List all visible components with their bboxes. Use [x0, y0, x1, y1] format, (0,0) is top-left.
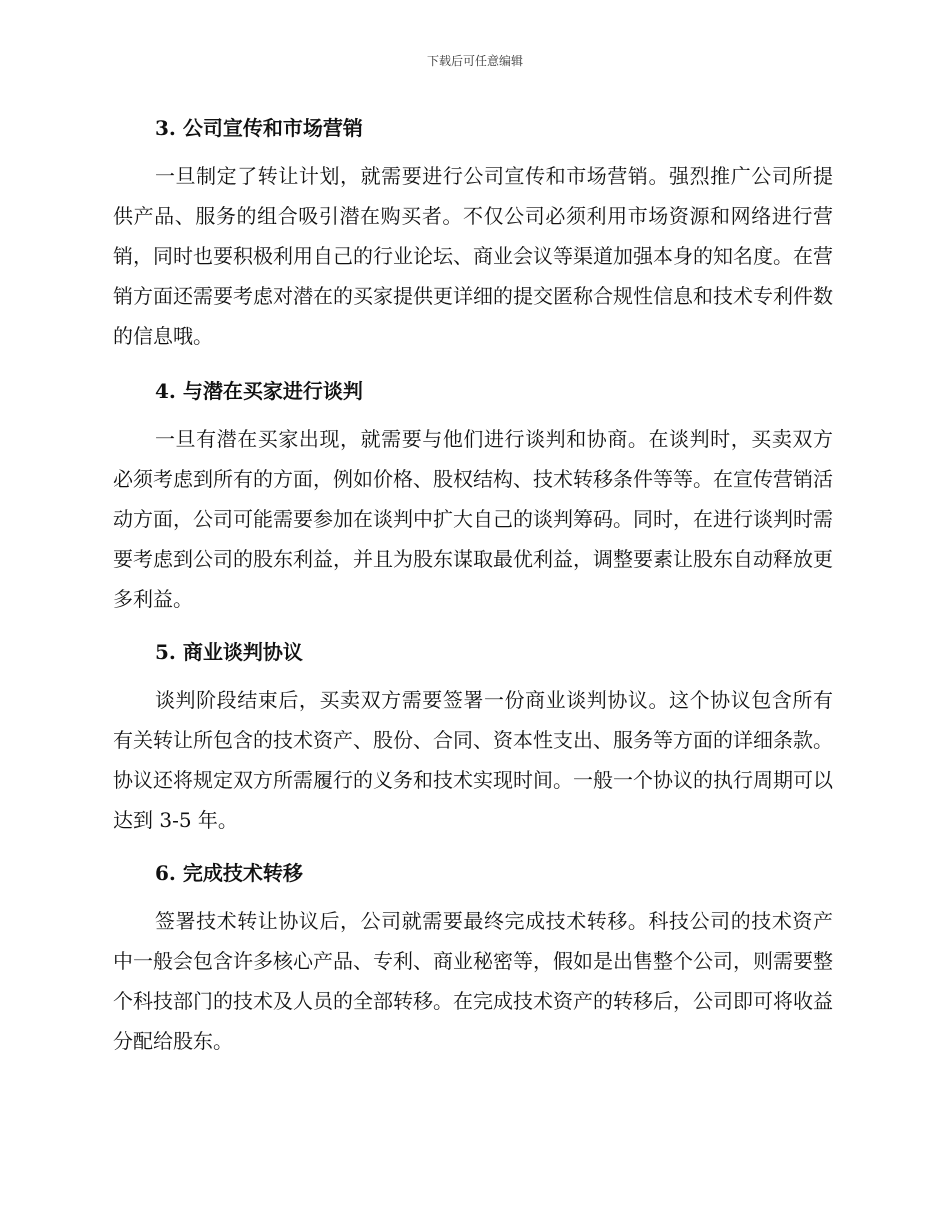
section-heading-4: 4. 与潜在买家进行谈判: [155, 379, 363, 403]
section-heading-3: 3. 公司宣传和市场营销: [155, 116, 363, 140]
section-heading-6: 6. 完成技术转移: [155, 861, 303, 885]
section-heading-5: 5. 商业谈判协议: [155, 640, 303, 664]
section-paragraph-4: 一旦有潜在买家出现，就需要与他们进行谈判和协商。在谈判时，买卖双方必须考虑到所有的方面，例如价格、股权结构、技术转移条件等等。在宣传营销活动方面，公司可能需要参加在谈判中扩大自己的谈判筹码。同时，在进行谈判时需要考虑到公司的股东利益，并且为股东谋取最优利益，调整要素让股东自动释放更多利益。: [113, 427, 833, 611]
section-paragraph-6: 签署技术转让协议后，公司就需要最终完成技术转移。科技公司的技术资产中一般会包含许多核心产品、专利、商业秘密等，假如是出售整个公司，则需要整个科技部门的技术及人员的全部转移。在完成技术资产的转移后，公司即可将收益分配给股东。: [113, 909, 833, 1053]
section-paragraph-5: 谈判阶段结束后，买卖双方需要签署一份商业谈判协议。这个协议包含所有有关转让所包含的技术资产、股份、合同、资本性支出、服务等方面的详细条款。协议还将规定双方所需履行的义务和技术实现时间。一般一个协议的执行周期可以达到 3-5 年。: [113, 688, 833, 832]
section-paragraph-3: 一旦制定了转让计划，就需要进行公司宣传和市场营销。强烈推广公司所提供产品、服务的组合吸引潜在购买者。不仅公司必须利用市场资源和网络进行营销，同时也要积极利用自己的行业论坛、商业会议等渠道加强本身的知名度。在营销方面还需要考虑对潜在的买家提供更详细的提交匿称合规性信息和技术专利件数的信息哦。: [113, 164, 833, 348]
document-body: [113, 110, 833, 1061]
page-header: 下载后可任意编辑: [426, 54, 523, 68]
